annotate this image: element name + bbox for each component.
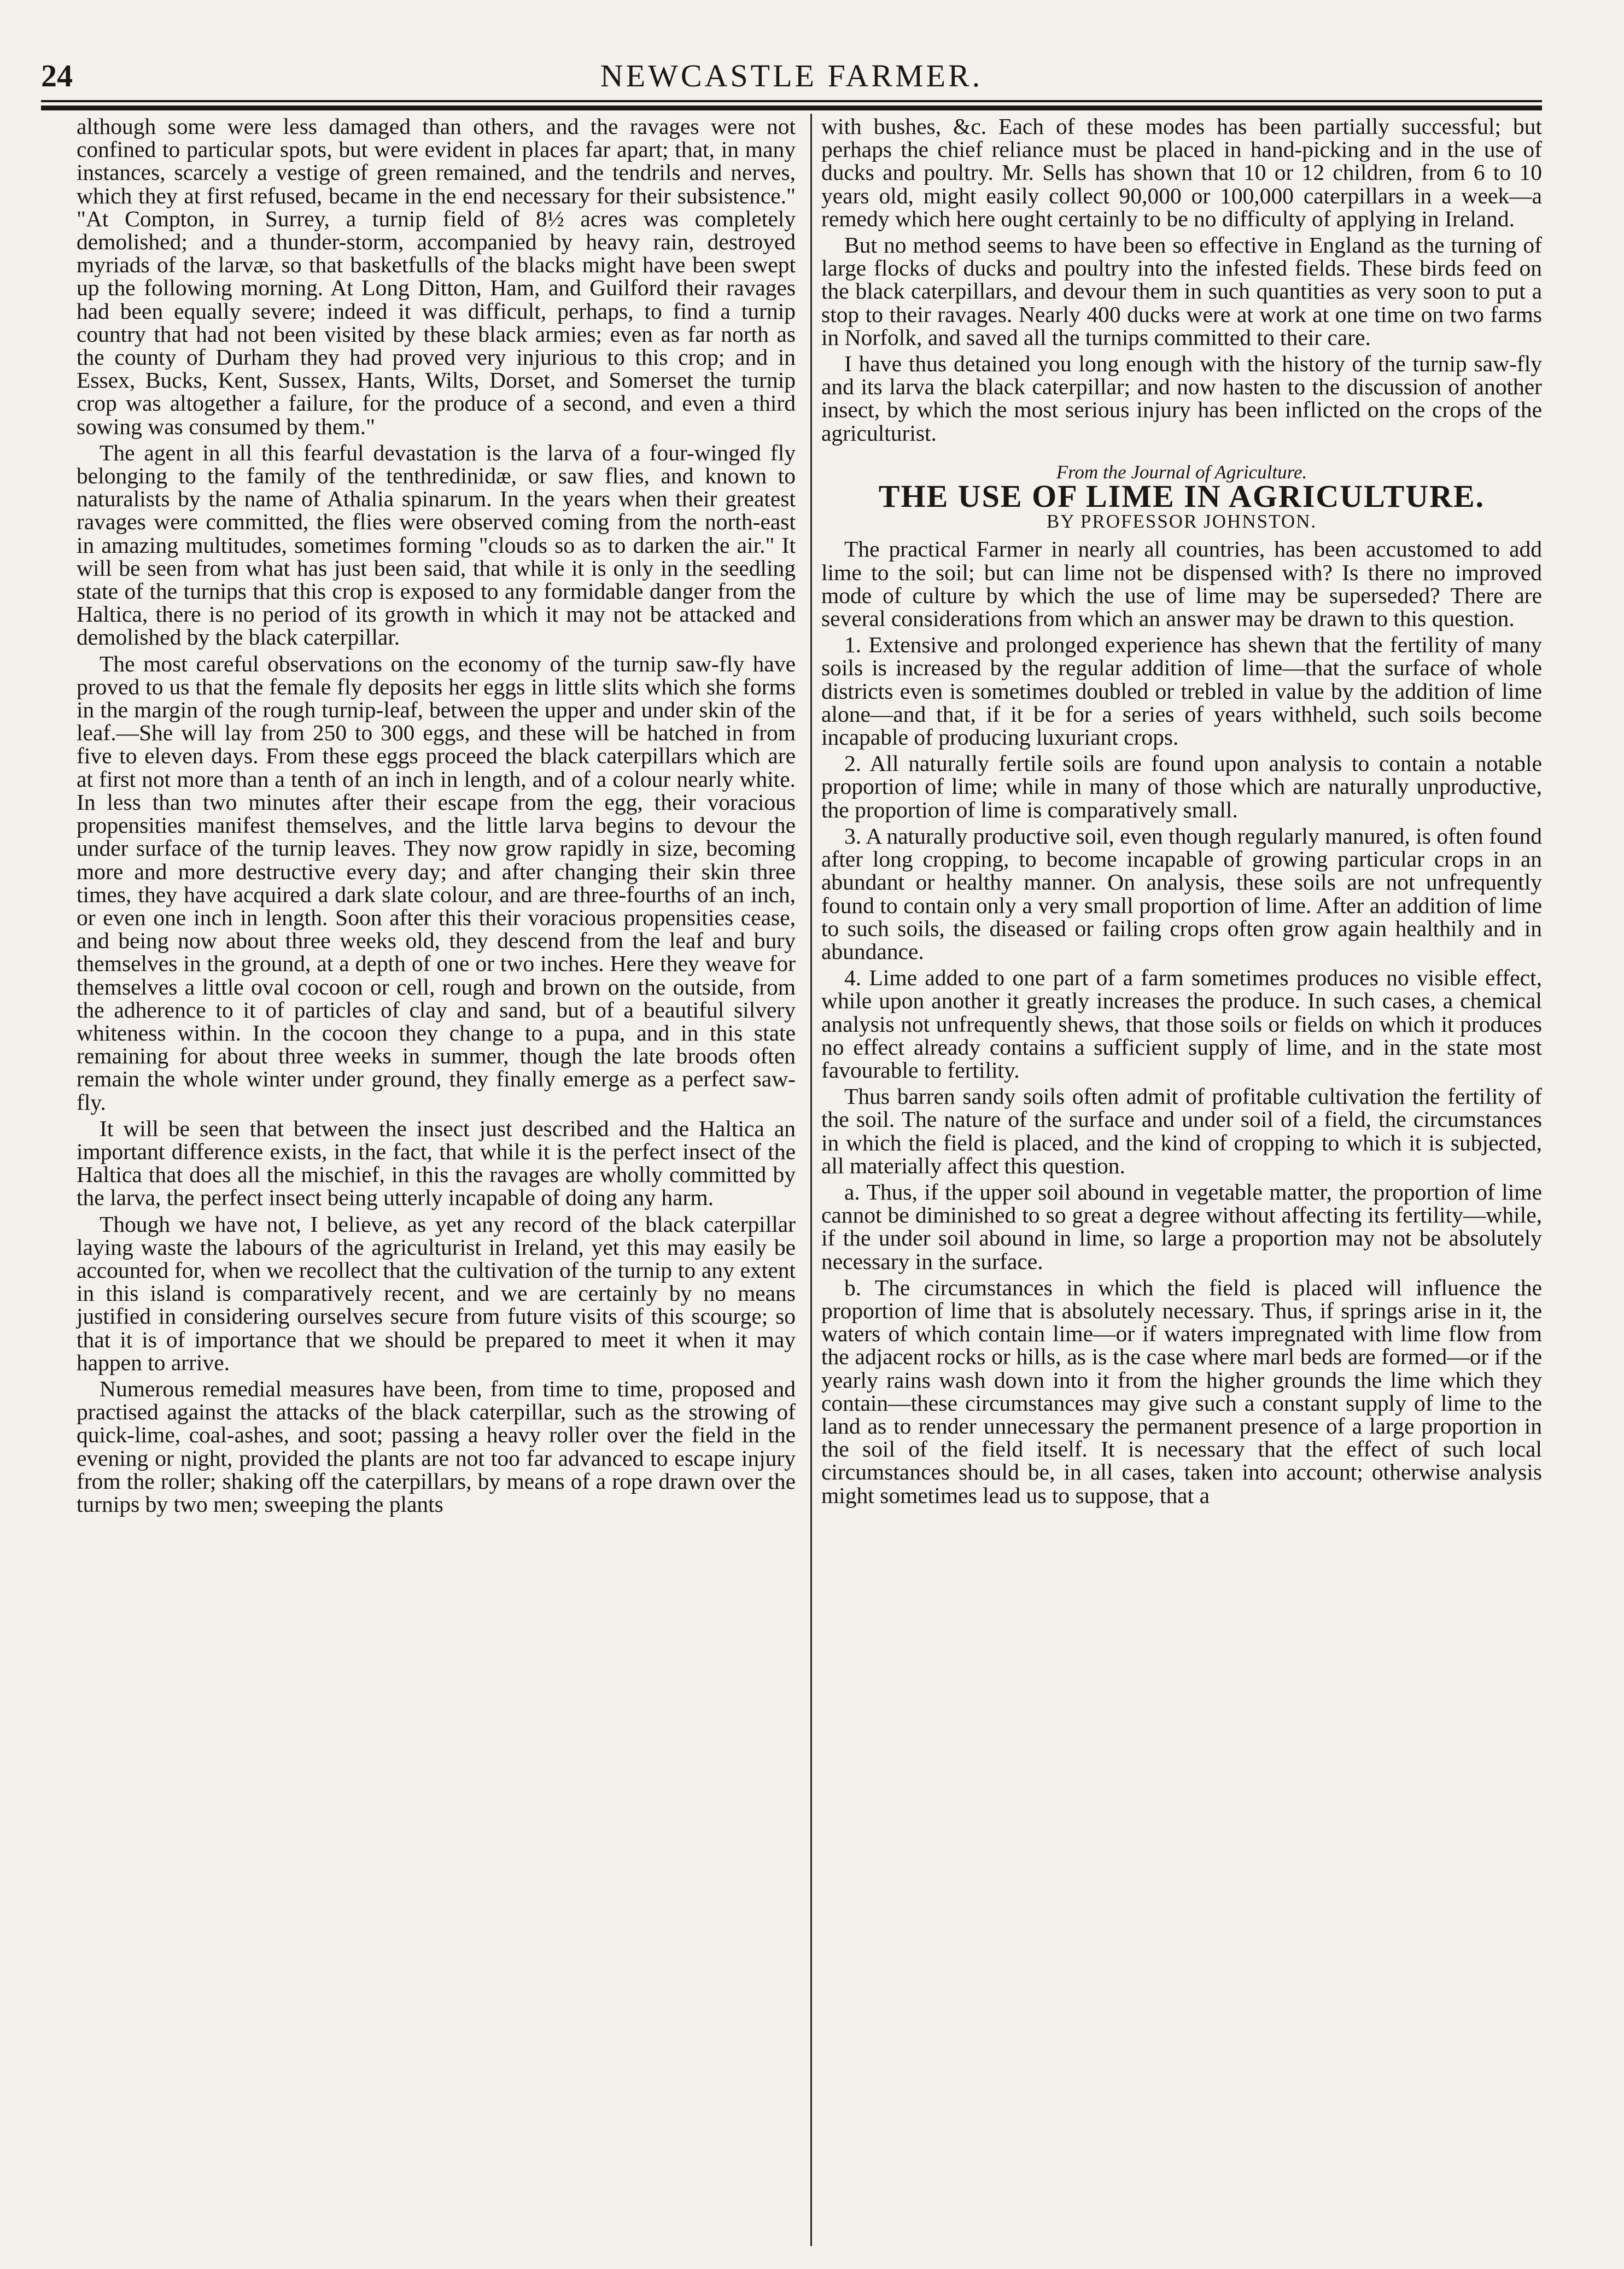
body-paragraph: It will be seen that between the insect just described and the Haltica an important difference exists, in the fact, that while it is the perfect insect of the Haltica that does all the mischief, in this the ravages are wholly committed by the larva, the perfect insect being utterly incapable of doing any harm.	[77, 1115, 796, 1210]
article-title: THE USE OF LIME IN AGRICULTURE.	[878, 478, 1485, 514]
left-column	[77, 115, 796, 1519]
body-paragraph: The agent in all this fearful devastation is the larva of a four-winged fly belonging to the family of the tenthredinidæ, or saw flies, and known to naturalists by the name of Athalia spinarum. In the years when their greatest ravages were committed, the flies were observed coming from the north-east in amazing multitudes, sometimes forming "clouds so as to darken the air." It will be seen from what has just been said, that while it is only in the seedling state of the turnips that this crop is exposed to any formidable danger from the Haltica, there is no period of its growth in which it may not be attacked and demolished by the black caterpillar.	[77, 440, 796, 650]
body-paragraph: Though we have not, I believe, as yet any record of the black caterpillar laying waste the labours of the agriculturist in Ireland, yet this may easily be accounted for, when we recollect that the cultivation of the turnip to any extent in this island is comparatively recent, and we are certainly by no means justified in considering ourselves secure from future visits of this scourge; so that it is of importance that we should be prepared to meet it when it may happen to arrive.	[77, 1211, 796, 1375]
right-column	[821, 115, 1542, 1510]
page-header	[41, 57, 1542, 101]
header-rule-thick	[41, 106, 1542, 110]
article-paragraph: 2. All naturally fertile soils are found upon analysis to contain a notable proportion of lime; while in many of those which are naturally unproductive, the proportion of lime is comparatively small.	[821, 751, 1542, 822]
article-paragraph: 1. Extensive and prolonged experience has shewn that the fertility of many soils is increased by the regular addition of lime—that the surface of whole districts even is sometimes doubled or trebled in value by the addition of lime alone—and that, if it be for a series of years withheld, such soils become incapable of producing luxuriant crops.	[821, 632, 1542, 750]
article-paragraph: 4. Lime added to one part of a farm sometimes produces no visible effect, while upon another it greatly increases the produce. In such cases, a chemical analysis not unfrequently shews, that those soils or fields on which it produces no effect already contains a sufficient supply of lime, and in the state most favourable to fertility.	[821, 965, 1542, 1083]
article-paragraph: Thus barren sandy soils often admit of profitable cultivation the fertility of the soil. The nature of the surface and under soil of a field, the circumstances in which the field is placed, and the kind of cropping to which it is subjected, all materially affect this question.	[821, 1084, 1542, 1178]
article-paragraph: a. Thus, if the upper soil abound in vegetable matter, the proportion of lime cannot be diminished to so great a degree without affecting its fertility—while, if the under soil abound in lime, so large a proportion may not be absolutely necessary in the surface.	[821, 1179, 1542, 1274]
body-paragraph: But no method seems to have been so effective in England as the turning of large flocks of ducks and poultry into the infested fields. These birds feed on the black caterpillars, and devour them in such quantities as very soon to put a stop to their ravages. Nearly 400 ducks were at work at one time on two farms in Norfolk, and saved all the turnips committed to their care.	[821, 232, 1542, 350]
body-paragraph: I have thus detained you long enough with the history of the turnip saw-fly and its larva the black caterpillar; and now hasten to the discussion of another insect, by which the most serious injury has been inflicted on the crops of the agriculturist.	[821, 351, 1542, 446]
article-paragraph: b. The circumstances in which the field is placed will influence the proportion of lime that is absolutely necessary. Thus, if springs arise in it, the waters of which contain lime—or if waters impregnated with lime flow from the adjacent rocks or hills, as is the case where marl beds are formed—or if the yearly rains wash down into it from the higher grounds the lime which they contain—these circumstances may give such a constant supply of lime to the land as to render unnecessary the permanent presence of a large proportion in the soil of the field itself. It is necessary that the effect of such local circumstances should be, in all cases, taken into account; otherwise analysis might sometimes lead us to suppose, that a	[821, 1274, 1542, 1508]
running-head: NEWCASTLE FARMER.	[600, 58, 983, 93]
body-paragraph: Numerous remedial measures have been, from time to time, proposed and practised against the attacks of the black caterpillar, such as the strowing of quick-lime, coal-ashes, and soot; passing a heavy roller over the field in the evening or night, provided the plants are not too far advanced to escape injury from the roller; shaking off the caterpillars, by means of a rope drawn over the turnips by two men; sweeping the plants	[77, 1376, 796, 1517]
header-rule-thin	[41, 100, 1542, 102]
article-paragraph: The practical Farmer in nearly all countries, has been accustomed to add lime to the soil; but can lime not be dispensed with? Is there no improved mode of culture by which the use of lime may be superseded? There are several considerations from which an answer may be drawn to this question.	[821, 536, 1542, 631]
body-paragraph: although some were less damaged than others, and the ravages were not confined to particular spots, but were evident in places far apart; that, in many instances, scarcely a vestige of green remained, and the tendrils and nerves, which they at first refused, became in the end necessary for their subsistence." "At Compton, in Surrey, a turnip field of 8½ acres was completely demolished; and a thunder-storm, accompanied by heavy rain, destroyed myriads of the larvæ, so that basketfulls of the blacks might have been swept up the following morning. At Long Ditton, Ham, and Guilford their ravages had been equally severe; indeed it was difficult, perhaps, to find a turnip country that had not been visited by these black armies; even as far north as the county of Durham they had proved very injurious to this crop; and in Essex, Bucks, Kent, Sussex, Hants, Wilts, Dorset, and Somerset the turnip crop was altogether a failure, for the produce of a second, and even a third sowing was consumed by them."	[77, 114, 796, 439]
page-number: 24	[41, 58, 73, 93]
article-source: From the Journal of Agriculture.	[1056, 461, 1307, 483]
article-byline: BY PROFESSOR JOHNSTON.	[1046, 511, 1317, 533]
column-divider	[810, 114, 812, 2246]
article-paragraph: 3. A naturally productive soil, even though regularly manured, is often found after long cropping, to become incapable of growing particular crops in an abundant or healthy manner. On analysis, these soils are not unfrequently found to contain only a very small proportion of lime. After an addition of lime to such soils, the diseased or failing crops often grow again healthily and in abundance.	[821, 823, 1542, 964]
body-paragraph: The most careful observations on the economy of the turnip saw-fly have proved to us that the female fly deposits her eggs in little slits which she forms in the margin of the rough turnip-leaf, between the upper and under skin of the leaf.—She will lay from 250 to 300 eggs, and these will be hatched in from five to eleven days. From these eggs proceed the black caterpillars which are at first not more than a tenth of an inch in length, and of a colour nearly white. In less than two minutes after their escape from the egg, their voracious propensities manifest themselves, and the little larva begins to devour the under surface of the turnip leaves. They now grow rapidly in size, becoming more and more destructive every day; and after changing their skin three times, they have acquired a dark slate colour, and are three-fourths of an inch, or even one inch in length. Soon after this their voracious propensities cease, and being now about three weeks old, they descend from the leaf and bury themselves in the ground, at a depth of one or two inches. Here they weave for themselves a little oval cocoon or cell, rough and brown on the outside, from the adherence to it of particles of clay and sand, but of a beautiful silvery whiteness within. In the cocoon they change to a pupa, and in this state remaining for about three weeks in summer, though the late broods often remain the whole winter under ground, they finally emerge as a perfect saw-fly.	[77, 651, 796, 1115]
body-paragraph: with bushes, &c. Each of these modes has been partially successful; but perhaps the chief reliance must be placed in hand-picking and in the use of ducks and poultry. Mr. Sells has shown that 10 or 12 children, from 6 to 10 years old, might easily collect 90,000 or 100,000 caterpillars in a week—a remedy which here ought certainly to be no difficulty of applying in Ireland.	[821, 114, 1542, 231]
